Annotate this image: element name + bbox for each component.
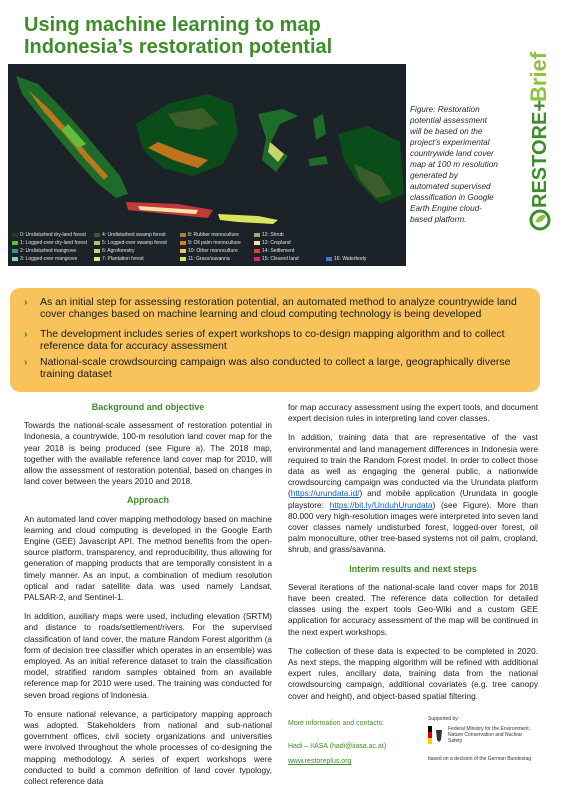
legend-label: 11: Grass/savanna — [188, 256, 230, 262]
restore-plus-brief-logo — [516, 40, 558, 240]
page-title: Using machine learning to map Indonesia’s restoration potential — [24, 14, 333, 58]
german-eagle-icon — [428, 726, 444, 746]
legend-item — [12, 248, 76, 254]
legend-swatch — [12, 249, 18, 253]
legend-swatch — [180, 241, 186, 245]
legend-swatch — [12, 233, 18, 237]
legend-swatch — [180, 233, 186, 237]
contact-email[interactable]: Hadi – IIASA (hadi@iiasa.ac.at) — [288, 743, 387, 750]
legend-label: 1: Logged-over dry-land forest — [20, 240, 87, 246]
legend-label: 3: Logged-over mangrove — [20, 256, 78, 262]
legend-item — [254, 248, 294, 254]
legend-item — [180, 248, 238, 254]
brand-logo-graphic — [516, 40, 558, 240]
paragraph: In addition, auxiliary maps were used, including elevation (SRTM) and distance to roads/settlement/rivers. For the supervised classification of land cover, the mature Random Forest algorithm (a form of decision tree classifier which operates in an ensemble) was employed. As an initial reference dataset to train the classification model, stratified random samples obtained from an available reference map for 2010 were used. The training was conducted for seven broad regions of Indonesia. — [24, 611, 272, 700]
text: In addition, training data that are representative of the vast environmental and land management differences in Indonesia were required to train the Random Forest model. In order to collect those data as well as engaging the general public, a nationwide crowdsourcing campaign was conducted via the Urundata platform ( — [288, 432, 538, 499]
paragraph: for map accuracy assessment using the expert tools, and document expert decision rules in interpreting land cover classes. — [288, 402, 538, 424]
legend-label: 5: Logged-over swamp forest — [102, 240, 167, 246]
legend-swatch — [12, 257, 18, 261]
sponsor-basis: based on a decision of the German Bundestag — [428, 756, 532, 762]
left-column — [24, 402, 272, 795]
paragraph: Several iterations of the national-scale land cover maps for 2018 have been created. The reference data collection for detailed classes using the expert tools Geo-Wiki and a custom GEE application for accuracy assessment of the map will be continued in the next expert workshops. — [288, 581, 538, 637]
legend-label: 12: Shrub — [262, 232, 284, 238]
paragraph — [288, 432, 538, 555]
paragraph: An automated land cover mapping methodology based on machine learning and cloud computing is developed in the Google Earth Engine (GEE) Javascript API. The method benefits from the open-source platform, transparency, and reproducibility, thus allowing for generation of mapping products that are temporally consistent in a timely manner. As an input, a combination of medium resolution optical and radar satellite data was used namely Landsat, PALSAR-2, and Sentinel-1. — [24, 513, 272, 603]
website-link[interactable]: www.restoreplus.org — [288, 758, 352, 765]
urundata-link[interactable]: https://urundata.id/ — [290, 488, 360, 499]
legend-swatch — [254, 233, 260, 237]
legend-item — [12, 232, 86, 238]
highlight-item — [24, 356, 530, 380]
sponsor-name: Federal Ministry for the Environment, Nature Conservation and Nuclear Safety — [448, 726, 530, 744]
more-info-label: More information and contacts: — [288, 720, 385, 727]
legend-item — [326, 256, 366, 262]
text: ) (see Figure). More than 80.000 very high-resolution images were interpreted into seven land cover classes namely undisturbed forest, logged-over forest, oil palm monoculture, other tree-based systems not oil palm, cropland, shrub, and grass/savanna. — [288, 499, 538, 555]
legend-swatch — [254, 241, 260, 245]
legend-label: 6: Agroforestry — [102, 248, 135, 254]
indonesia-map-graphic — [8, 64, 406, 229]
right-column — [288, 402, 538, 710]
paragraph: Towards the national-scale assessment of restoration potential in Indonesia, a countrywide, 100-m resolution land cover map for the year 2018 is being produced (see Figure a). The 2018 map, together with the available reference land cover map for 2010, will allow the assessment of restoration potential, based on changes in land cover between the years 2010 and 2018. — [24, 420, 272, 487]
svg-text:Brief: Brief — [526, 51, 551, 102]
highlight-text: As an initial step for assessing restoration potential, an automated method to analyze countrywide land cover changes based on machine learning and cloud computing technology is being developed — [40, 296, 517, 320]
legend-swatch — [94, 257, 100, 261]
section-heading: Approach — [126, 495, 169, 506]
paragraph: To ensure national relevance, a participatory mapping approach was adopted. Stakeholders from national and sub-national government offices, civil society organizations and universities were involved throughout the whole processes of co-designing the mapping methodology. A series of expert workshops were conducted to build a common definition of land cover typology, collect reference data — [24, 708, 272, 787]
highlight-item — [24, 296, 530, 320]
highlight-text: National-scale crowdsourcing campaign was also conducted to collect a large, geographically diverse training dataset — [40, 356, 511, 380]
legend-item — [254, 232, 284, 238]
legend-item — [254, 240, 291, 246]
section-heading: Background and objective — [91, 402, 205, 412]
legend-item — [180, 256, 230, 262]
legend-label: 7: Plantation forest — [102, 256, 144, 262]
legend-item — [12, 240, 87, 246]
key-highlights-box — [10, 288, 540, 392]
legend-swatch — [12, 241, 18, 245]
playstore-link[interactable]: https://bit.ly/UnduhUrundata — [329, 499, 433, 510]
legend-label: 2: Undisturbed mangrove — [20, 248, 77, 254]
sponsor-supported-label: Supported by: — [428, 716, 460, 722]
legend-item — [94, 248, 135, 254]
legend-label: 10: Other monoculture — [188, 248, 238, 254]
svg-text:RESTORE+: RESTORE+ — [529, 100, 551, 208]
figure-caption: Figure: Restoration potential assessment will be based on the project’s experimental countrywide land cover map at 100 m resolution generated by automated supervised classification in Google Earth Engine cloud-based platform. — [410, 105, 498, 224]
chevron-right-icon: › — [24, 356, 28, 368]
text: ) and mobile application (Urundata in google playstore: — [288, 488, 538, 510]
sponsor-block — [428, 716, 548, 780]
legend-label: 8: Rubber monoculture — [188, 232, 239, 238]
legend-item — [180, 240, 241, 246]
sponsor-logo — [428, 726, 548, 746]
legend-item — [12, 256, 77, 262]
legend-label: 13: Cropland — [262, 240, 291, 246]
highlight-item — [24, 328, 530, 352]
legend-label: 4: Undisturbed swamp forest — [102, 232, 166, 238]
legend-swatch — [94, 233, 100, 237]
map-legend — [8, 229, 406, 266]
legend-item — [94, 232, 166, 238]
legend-swatch — [94, 249, 100, 253]
legend-label: 15: Cleared land — [262, 256, 299, 262]
legend-label: 14: Settlement — [262, 248, 295, 254]
leaf-icon — [535, 215, 546, 223]
legend-swatch — [94, 241, 100, 245]
legend-swatch — [180, 249, 186, 253]
legend-swatch — [326, 257, 332, 261]
paragraph: The collection of these data is expected to be completed in 2020. As next steps, the mapping algorithm will be refined with additional expert rules, ancillary data, training data from the national crowdsourcing campaign, additional covariates (e.g. tree canopy cover and height), and object-based spatial filtering. — [288, 645, 538, 701]
legend-item — [254, 256, 299, 262]
legend-item — [94, 240, 167, 246]
chevron-right-icon: › — [24, 328, 28, 340]
highlight-text: The development includes series of expert workshops to co-design mapping algorithm and to collect reference data for accuracy assessment — [40, 328, 505, 352]
chevron-right-icon: › — [24, 296, 28, 308]
legend-label: 9: Oil palm monoculture — [188, 240, 241, 246]
legend-item — [94, 256, 144, 262]
legend-label: 16: Waterbody — [334, 256, 367, 262]
legend-label: 0: Undisturbed dry-land forest — [20, 232, 86, 238]
legend-swatch — [254, 257, 260, 261]
legend-item — [180, 232, 239, 238]
legend-swatch — [254, 249, 260, 253]
section-heading: Interim results and next steps — [349, 563, 477, 574]
legend-swatch — [180, 257, 186, 261]
